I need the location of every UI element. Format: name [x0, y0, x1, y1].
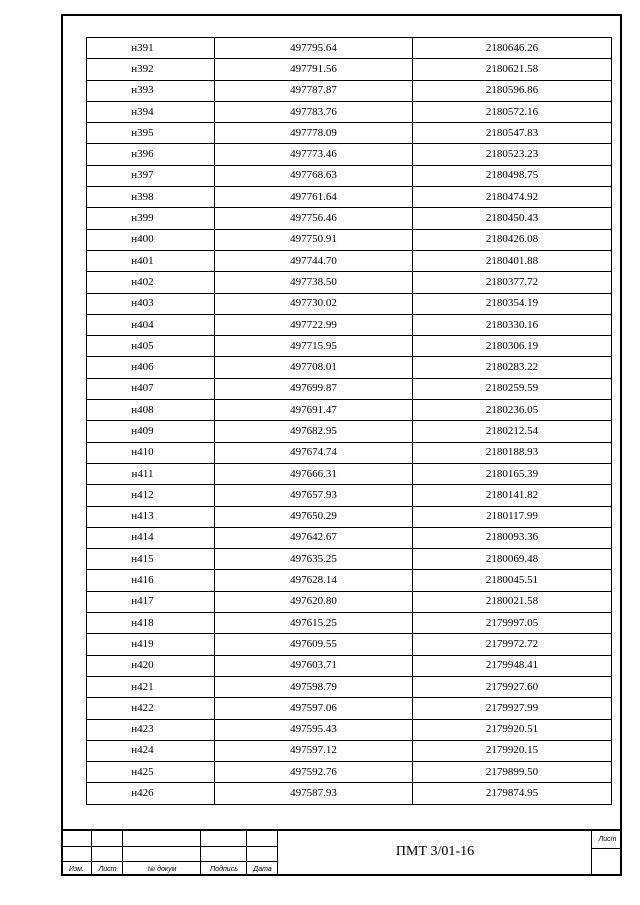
y-coordinate-cell: 2179948.41 [413, 655, 612, 676]
point-id-cell [87, 549, 215, 570]
y-coordinate-cell: 2180117.99 [413, 506, 612, 527]
y-coordinate-cell: 2180093.36 [413, 527, 612, 548]
point-id: н408 [131, 403, 154, 416]
point-id: н414 [131, 531, 154, 544]
point-id-cell [87, 250, 215, 271]
point-id-cell [87, 442, 215, 463]
y-coordinate-cell: 2180523.23 [413, 144, 612, 165]
x-coordinate-cell: 497642.67 [215, 527, 413, 548]
y-coordinate-cell: 2180621.58 [413, 59, 612, 80]
label-signature: Подпись [210, 866, 238, 873]
label-list: Лист [98, 866, 117, 873]
table-row [87, 527, 612, 548]
x-coordinate-cell: 497778.09 [215, 123, 413, 144]
y-coordinate-cell: 2180596.86 [413, 80, 612, 101]
point-id-cell [87, 400, 215, 421]
point-id-cell [87, 59, 215, 80]
point-id-cell [87, 38, 215, 59]
point-id: н399 [131, 212, 154, 225]
point-id-cell [87, 165, 215, 186]
y-coordinate-cell: 2179972.72 [413, 634, 612, 655]
x-coordinate-cell: 497783.76 [215, 101, 413, 122]
point-id-cell [87, 336, 215, 357]
point-id-cell [87, 719, 215, 740]
x-coordinate-cell: 497597.06 [215, 698, 413, 719]
label-date: Дата [253, 866, 272, 873]
x-coordinate-cell: 497587.93 [215, 783, 413, 804]
table-row [87, 740, 612, 761]
x-coordinate-cell: 497768.63 [215, 165, 413, 186]
point-id: н398 [131, 190, 154, 203]
x-coordinate-cell: 497699.87 [215, 378, 413, 399]
point-id: н391 [131, 41, 154, 54]
point-id: н426 [131, 787, 154, 800]
point-id: н419 [131, 637, 154, 650]
point-id-cell [87, 123, 215, 144]
table-row [87, 357, 612, 378]
point-id-cell [87, 634, 215, 655]
x-coordinate-cell: 497603.71 [215, 655, 413, 676]
y-coordinate-cell: 2180377.72 [413, 272, 612, 293]
point-id: н406 [131, 361, 154, 374]
point-id: н422 [131, 701, 154, 714]
point-id: н395 [131, 126, 154, 139]
y-coordinate-cell: 2180141.82 [413, 485, 612, 506]
y-coordinate-cell: 2180259.59 [413, 378, 612, 399]
x-coordinate-cell: 497650.29 [215, 506, 413, 527]
x-coordinate-cell: 497722.99 [215, 314, 413, 335]
point-id-cell [87, 378, 215, 399]
point-id-cell [87, 208, 215, 229]
x-coordinate-cell: 497598.79 [215, 676, 413, 697]
table-row [87, 570, 612, 591]
point-id-cell [87, 740, 215, 761]
table-row [87, 101, 612, 122]
table-row [87, 421, 612, 442]
x-coordinate-cell: 497635.25 [215, 549, 413, 570]
point-id: н411 [131, 467, 154, 480]
x-coordinate-cell: 497597.12 [215, 740, 413, 761]
y-coordinate-cell: 2180401.88 [413, 250, 612, 271]
sheet-box-divider [592, 848, 622, 849]
table-row [87, 336, 612, 357]
table-row [87, 208, 612, 229]
point-id-cell [87, 314, 215, 335]
table-row [87, 80, 612, 101]
point-id-cell [87, 527, 215, 548]
x-coordinate-cell: 497795.64 [215, 38, 413, 59]
label-izm: Изм. [69, 866, 84, 873]
x-coordinate-cell: 497674.74 [215, 442, 413, 463]
y-coordinate-cell: 2180474.92 [413, 187, 612, 208]
table-row [87, 165, 612, 186]
x-coordinate-cell: 497691.47 [215, 400, 413, 421]
x-coordinate-cell: 497787.87 [215, 80, 413, 101]
table-row [87, 485, 612, 506]
y-coordinate-cell: 2179874.95 [413, 783, 612, 804]
x-coordinate-cell: 497730.02 [215, 293, 413, 314]
table-row [87, 38, 612, 59]
x-coordinate-cell: 497738.50 [215, 272, 413, 293]
table-row [87, 229, 612, 250]
y-coordinate-cell: 2180572.16 [413, 101, 612, 122]
table-row [87, 783, 612, 804]
x-coordinate-cell: 497615.25 [215, 613, 413, 634]
y-coordinate-cell: 2180330.16 [413, 314, 612, 335]
table-row [87, 442, 612, 463]
table-row [87, 613, 612, 634]
table-row [87, 378, 612, 399]
point-id: н393 [131, 84, 154, 97]
point-id: н424 [131, 744, 154, 757]
point-id-cell [87, 272, 215, 293]
x-coordinate-cell: 497715.95 [215, 336, 413, 357]
title-block-row [61, 861, 278, 862]
y-coordinate-cell: 2180188.93 [413, 442, 612, 463]
point-id: н409 [131, 424, 154, 437]
x-coordinate-cell: 497708.01 [215, 357, 413, 378]
point-id-cell [87, 570, 215, 591]
x-coordinate-cell: 497773.46 [215, 144, 413, 165]
point-id-cell [87, 463, 215, 484]
y-coordinate-cell: 2180354.19 [413, 293, 612, 314]
coordinates-table-body [87, 38, 612, 805]
table-row [87, 272, 612, 293]
point-id: н423 [131, 723, 154, 736]
point-id-cell [87, 421, 215, 442]
y-coordinate-cell: 2179899.50 [413, 762, 612, 783]
title-block-row [61, 846, 278, 847]
point-id: н417 [131, 595, 154, 608]
coordinates-table [86, 37, 612, 805]
table-row [87, 314, 612, 335]
table-row [87, 719, 612, 740]
point-id: н402 [131, 275, 154, 288]
y-coordinate-cell: 2179927.60 [413, 676, 612, 697]
point-id-cell [87, 676, 215, 697]
table-row [87, 506, 612, 527]
y-coordinate-cell: 2180450.43 [413, 208, 612, 229]
x-coordinate-cell: 497609.55 [215, 634, 413, 655]
point-id: н392 [131, 62, 154, 75]
point-id: н413 [131, 510, 154, 523]
table-row [87, 634, 612, 655]
x-coordinate-cell: 497791.56 [215, 59, 413, 80]
point-id: н405 [131, 339, 154, 352]
x-coordinate-cell: 497744.70 [215, 250, 413, 271]
point-id: н407 [131, 382, 154, 395]
y-coordinate-cell: 2180547.83 [413, 123, 612, 144]
y-coordinate-cell: 2179920.51 [413, 719, 612, 740]
x-coordinate-cell: 497666.31 [215, 463, 413, 484]
table-row [87, 144, 612, 165]
point-id: н397 [131, 169, 154, 182]
table-row [87, 293, 612, 314]
table-row [87, 250, 612, 271]
x-coordinate-cell: 497756.46 [215, 208, 413, 229]
point-id: н415 [131, 552, 154, 565]
point-id-cell [87, 783, 215, 804]
y-coordinate-cell: 2180498.75 [413, 165, 612, 186]
y-coordinate-cell: 2180283.22 [413, 357, 612, 378]
table-row [87, 698, 612, 719]
x-coordinate-cell: 497750.91 [215, 229, 413, 250]
point-id: н404 [131, 318, 154, 331]
y-coordinate-cell: 2179927.99 [413, 698, 612, 719]
y-coordinate-cell: 2180165.39 [413, 463, 612, 484]
document-code: ПМТ 3/01-16 [395, 844, 475, 859]
table-row [87, 655, 612, 676]
x-coordinate-cell: 497595.43 [215, 719, 413, 740]
point-id: н416 [131, 574, 154, 587]
point-id: н418 [131, 616, 154, 629]
table-row [87, 463, 612, 484]
y-coordinate-cell: 2180306.19 [413, 336, 612, 357]
table-row [87, 676, 612, 697]
y-coordinate-cell: 2180426.08 [413, 229, 612, 250]
point-id-cell [87, 229, 215, 250]
title-block [61, 829, 622, 876]
point-id-cell [87, 613, 215, 634]
point-id: н410 [131, 446, 154, 459]
point-id-cell [87, 357, 215, 378]
table-row [87, 187, 612, 208]
y-coordinate-cell: 2179997.05 [413, 613, 612, 634]
point-id-cell [87, 293, 215, 314]
point-id-cell [87, 591, 215, 612]
y-coordinate-cell: 2180212.54 [413, 421, 612, 442]
x-coordinate-cell: 497682.95 [215, 421, 413, 442]
table-row [87, 549, 612, 570]
sheet-label: Лист [598, 836, 617, 843]
point-id-cell [87, 144, 215, 165]
table-row [87, 59, 612, 80]
point-id: н401 [131, 254, 154, 267]
y-coordinate-cell: 2180045.51 [413, 570, 612, 591]
label-doc-number: № докум [147, 866, 177, 873]
point-id-cell [87, 762, 215, 783]
x-coordinate-cell: 497761.64 [215, 187, 413, 208]
point-id-cell [87, 80, 215, 101]
point-id-cell [87, 655, 215, 676]
point-id: н420 [131, 659, 154, 672]
point-id: н421 [131, 680, 154, 693]
y-coordinate-cell: 2180236.05 [413, 400, 612, 421]
point-id-cell [87, 698, 215, 719]
point-id: н396 [131, 148, 154, 161]
table-row [87, 591, 612, 612]
point-id-cell [87, 506, 215, 527]
point-id: н425 [131, 765, 154, 778]
x-coordinate-cell: 497628.14 [215, 570, 413, 591]
x-coordinate-cell: 497657.93 [215, 485, 413, 506]
point-id-cell [87, 101, 215, 122]
table-row [87, 400, 612, 421]
point-id: н394 [131, 105, 154, 118]
x-coordinate-cell: 497592.76 [215, 762, 413, 783]
table-row [87, 123, 612, 144]
y-coordinate-cell: 2179920.15 [413, 740, 612, 761]
y-coordinate-cell: 2180021.58 [413, 591, 612, 612]
table-row [87, 762, 612, 783]
y-coordinate-cell: 2180069.48 [413, 549, 612, 570]
point-id: н400 [131, 233, 154, 246]
y-coordinate-cell: 2180646.26 [413, 38, 612, 59]
x-coordinate-cell: 497620.80 [215, 591, 413, 612]
point-id: н412 [131, 488, 154, 501]
point-id-cell [87, 187, 215, 208]
point-id-cell [87, 485, 215, 506]
point-id: н403 [131, 297, 154, 310]
